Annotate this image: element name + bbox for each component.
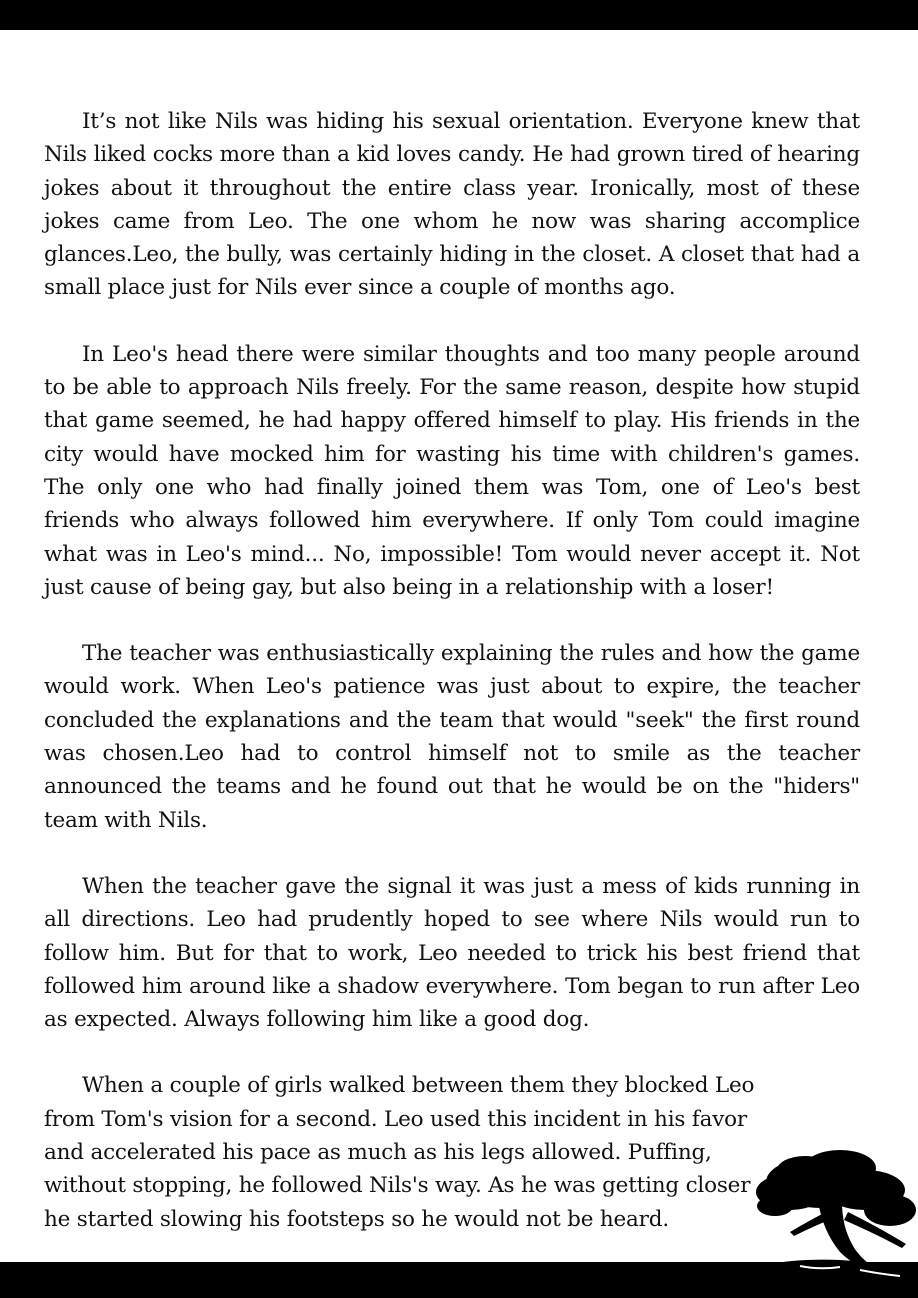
- story-text: [44, 105, 860, 1269]
- tree-silhouette-icon: [730, 1140, 918, 1298]
- paragraph-2: In Leo's head there were similar thoughts and too many people around to be able to approach Nils freely. For the same reason, despite how stupid that game seemed, he had happy offered himself to play. His friends in the city would have mocked him for wasting his time with children's games. The only one who had finally joined them was Tom, one of Leo's best friends who always followed him everywhere. If only Tom could imagine what was in Leo's mind... No, impossible! Tom would never accept it. Not just cause of being gay, but also being in a relationship with a loser!: [44, 341, 860, 600]
- paragraph-4: When the teacher gave the signal it was just a mess of kids running in all directions. Leo had prudently hoped to see where Nils would run to follow him. But for that to work, Leo needed to trick his best friend that followed him around like a shadow everywhere. Tom began to run after Leo as expected. Always following him like a good dog.: [44, 873, 860, 1033]
- paragraph-3: The teacher was enthusiastically explaining the rules and how the game would work. When Leo's patience was just about to expire, the teacher concluded the explanations and the team that would "seek" the first round was chosen.Leo had to control himself not to smile as the teacher announced the teams and he found out that he would be on the "hiders" team with Nils.: [44, 641, 860, 833]
- paragraph-1: It’s not like Nils was hiding his sexual orientation. Everyone knew that Nils liked cocks more than a kid loves candy. He had grown tired of hearing jokes about it throughout the entire class year. Ironically, most of these jokes came from Leo. The one whom he now was sharing accomplice glances.Leo, the bully, was certainly hiding in the closet. A closet that had a small place just for Nils ever since a couple of months ago.: [44, 109, 860, 301]
- top-black-band: [0, 0, 918, 30]
- paragraph-5: When a couple of girls walked between them they blocked Leo from Tom's vision for a second. Leo used this incident in his favor and accelerated his pace as much as his legs allowed. Puffing, without stopping, he followed Nils's way. As he was getting closer he started slowing his footsteps so he would not be heard.: [44, 1073, 755, 1232]
